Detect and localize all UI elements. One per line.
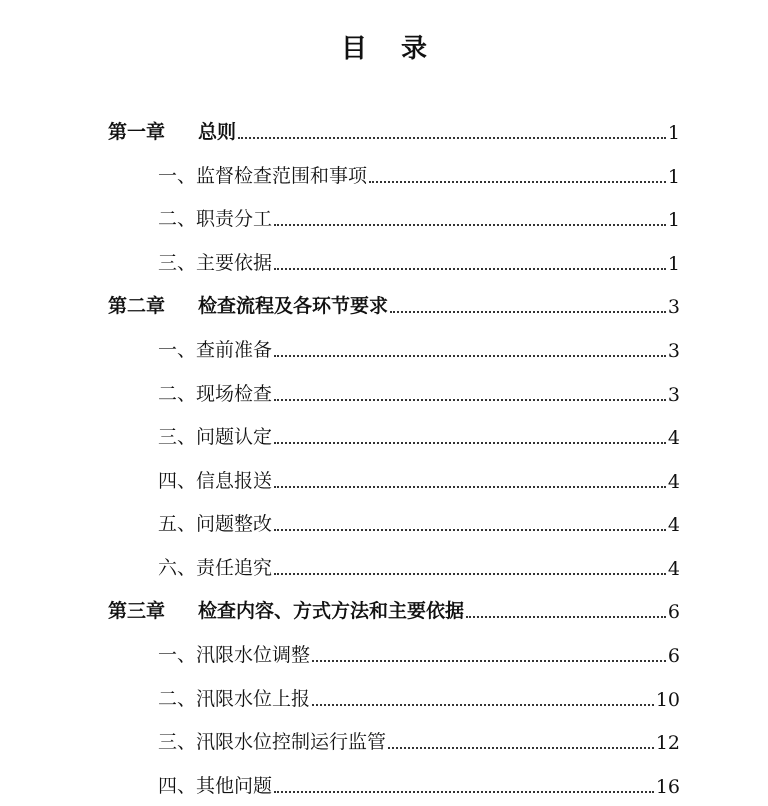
toc-section[interactable] <box>158 728 680 754</box>
section-title: 信息报送 <box>196 470 273 492</box>
section-title: 主要依据 <box>196 252 273 274</box>
dot-leader <box>390 311 666 313</box>
page-number: 12 <box>655 732 680 754</box>
section-number: 三、 <box>158 426 197 448</box>
dot-leader <box>238 137 666 139</box>
section-title: 汛限水位上报 <box>196 688 311 710</box>
dot-leader <box>312 704 654 706</box>
section-title: 职责分工 <box>196 208 273 230</box>
toc-section[interactable] <box>158 685 680 711</box>
toc-section[interactable] <box>158 205 680 231</box>
page-number: 3 <box>667 296 680 318</box>
dot-leader <box>369 181 666 183</box>
page-number: 3 <box>667 340 680 362</box>
section-number: 四、 <box>158 775 197 797</box>
page-number: 4 <box>667 471 680 493</box>
toc-section[interactable] <box>158 510 680 536</box>
page-number: 10 <box>655 689 680 711</box>
section-number: 一、 <box>158 165 197 187</box>
section-title: 汛限水位控制运行监管 <box>196 731 387 753</box>
section-number: 五、 <box>158 513 197 535</box>
dot-leader <box>274 355 666 357</box>
section-title: 其他问题 <box>196 775 273 797</box>
section-title: 现场检查 <box>196 383 273 405</box>
toc-section[interactable] <box>158 423 680 449</box>
section-number: 二、 <box>158 208 197 230</box>
toc-section[interactable] <box>158 772 680 798</box>
dot-leader <box>274 486 666 488</box>
chapter-title: 检查流程及各环节要求 <box>198 295 389 317</box>
page-number: 4 <box>667 514 680 536</box>
page-number: 1 <box>667 253 680 275</box>
toc-chapter-2[interactable] <box>108 292 680 318</box>
page-title <box>0 28 768 65</box>
chapter-title: 检查内容、方式方法和主要依据 <box>198 600 465 622</box>
chapter-title: 总则 <box>198 121 237 143</box>
section-number: 六、 <box>158 557 197 579</box>
page-number: 4 <box>667 558 680 580</box>
page-number: 1 <box>667 209 680 231</box>
toc-section[interactable] <box>158 380 680 406</box>
page-number: 3 <box>667 384 680 406</box>
section-title: 查前准备 <box>196 339 273 361</box>
section-title: 监督检查范围和事项 <box>196 165 368 187</box>
section-title: 问题认定 <box>196 426 273 448</box>
dot-leader <box>274 442 666 444</box>
dot-leader <box>274 529 666 531</box>
dot-leader <box>274 268 666 270</box>
title-char-1: 目 <box>340 34 367 64</box>
dot-leader <box>274 399 666 401</box>
toc-chapter-1[interactable] <box>108 118 680 144</box>
section-number: 三、 <box>158 252 197 274</box>
toc-section[interactable] <box>158 249 680 275</box>
chapter-number: 第二章 <box>108 295 166 317</box>
page-number: 1 <box>667 122 680 144</box>
chapter-number: 第三章 <box>108 600 166 622</box>
page-number: 4 <box>667 427 680 449</box>
section-title: 问题整改 <box>196 513 273 535</box>
dot-leader <box>274 224 666 226</box>
dot-leader <box>388 747 654 749</box>
section-number: 四、 <box>158 470 197 492</box>
page-number: 6 <box>667 645 680 667</box>
dot-leader <box>466 616 666 618</box>
dot-leader <box>312 660 666 662</box>
page-number: 1 <box>667 166 680 188</box>
toc-chapter-3[interactable] <box>108 597 680 623</box>
page-number: 16 <box>655 776 680 798</box>
section-number: 二、 <box>158 383 197 405</box>
toc-section[interactable] <box>158 554 680 580</box>
dot-leader <box>274 573 666 575</box>
toc-section[interactable] <box>158 467 680 493</box>
dot-leader <box>274 791 654 793</box>
toc-section[interactable] <box>158 162 680 188</box>
section-number: 三、 <box>158 731 197 753</box>
toc-section[interactable] <box>158 336 680 362</box>
section-number: 一、 <box>158 644 197 666</box>
section-number: 二、 <box>158 688 197 710</box>
section-title: 汛限水位调整 <box>196 644 311 666</box>
title-char-2: 录 <box>401 34 428 64</box>
toc-section[interactable] <box>158 641 680 667</box>
page-number: 6 <box>667 601 680 623</box>
chapter-number: 第一章 <box>108 121 166 143</box>
section-title: 责任追究 <box>196 557 273 579</box>
section-number: 一、 <box>158 339 197 361</box>
